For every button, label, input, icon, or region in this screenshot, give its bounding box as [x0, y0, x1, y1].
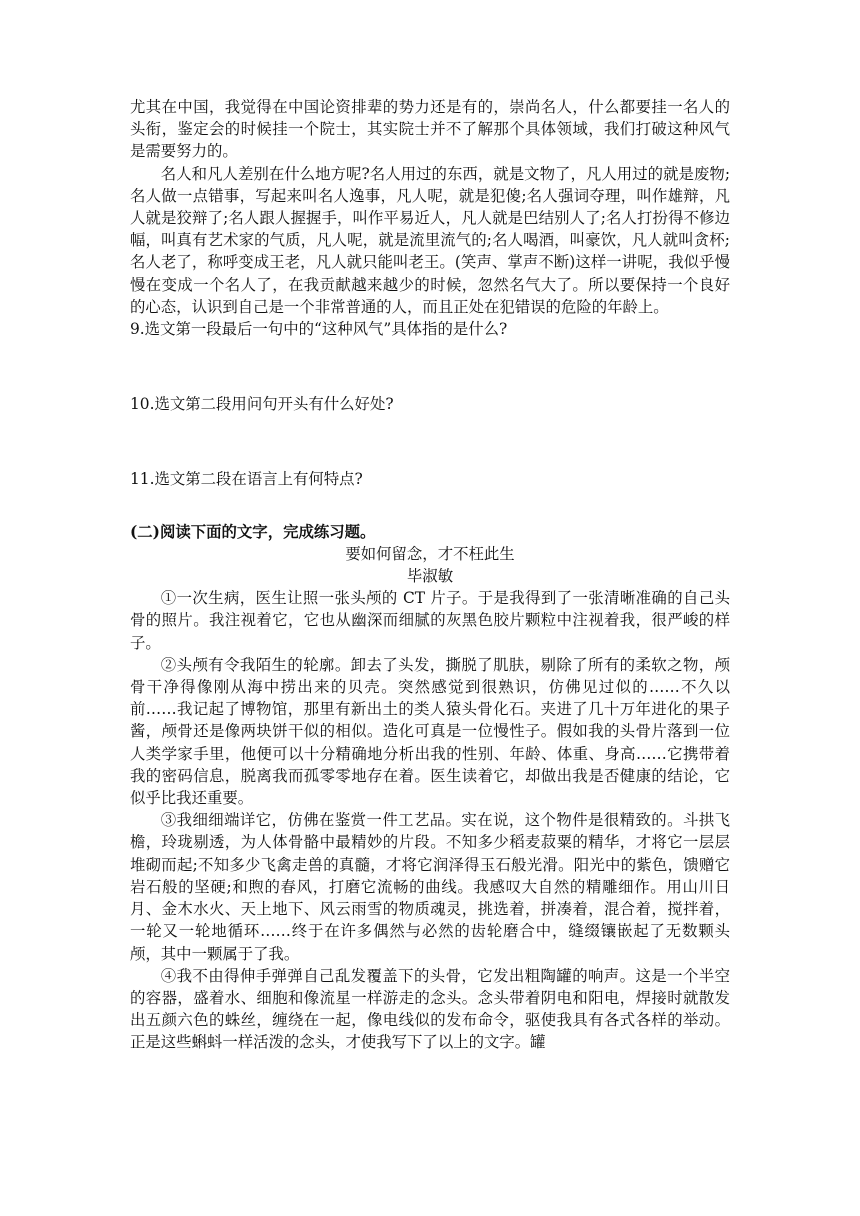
document-page	[130, 96, 730, 1054]
question-9: 9.选文第一段最后一句中的“这种风气”具体指的是什么?	[130, 320, 508, 339]
passage-paragraph-2: 名人和凡人差别在什么地方呢?名人用过的东西，就是文物了，凡人用过的就是废物;名人做一点错事，写起来叫名人逸事，凡人呢，就是犯傻;名人强词夺理，叫作雄辩，凡人就是狡辩了;名人跟人握握手，叫作平易近人，凡人就是巴结别人了;名人打扮得不修边幅，叫真有艺术家的气质，凡人呢，就是流里流气的;名人喝酒，叫豪饮，凡人就叫贪杯;名人老了，称呼变成王老，凡人就只能叫老王。(笑声、掌声不断)这样一讲呢，我似乎慢慢在变成一个名人了，在我贡献越来越少的时候，忽然名气大了。所以要保持一个良好的心态，认识到自己是一个非常普通的人，而且正处在犯错误的危险的年龄上。	[130, 164, 730, 316]
section-heading: (二)阅读下面的文字，完成练习题。	[130, 522, 376, 541]
answer-space-11	[130, 491, 730, 521]
article-author: 毕淑敏	[406, 567, 454, 586]
answer-space-9	[130, 340, 730, 393]
article-paragraph-2: ②头颅有令我陌生的轮廓。卸去了头发，撕脱了肌肤，剔除了所有的柔软之物，颅骨干净得像刚从海中捞出来的贝壳。突然感觉到很熟识，仿佛见过似的……不久以前……我记起了博物馆，那里有新出土的类人猿头骨化石。夹进了几十万年进化的果子酱，颅骨还是像两块饼干似的相似。造化可真是一位慢性子。假如我的头骨片落到一位人类学家手里，他便可以十分精确地分析出我的性别、年龄、体重、身高……它携带着我的密码信息，脱离我而孤零零地存在着。医生读着它，却做出我是否健康的结论，它似乎比我还重要。	[130, 655, 730, 808]
article-paragraph-1: ①一次生病，医生让照一张头颅的 CT 片子。于是我得到了一张清晰准确的自己头骨的照片。我注视着它，它也从幽深而细腻的灰黑色胶片颗粒中注视着我，很严峻的样子。	[130, 589, 730, 652]
passage-paragraph-1: 尤其在中国，我觉得在中国论资排辈的势力还是有的，崇尚名人，什么都要挂一名人的头衔，鉴定会的时候挂一个院士，其实院士并不了解那个具体领域，我们打破这种风气是需要努力的。	[130, 98, 730, 161]
question-11: 11.选文第二段在语言上有何特点?	[130, 470, 363, 489]
article-paragraph-3: ③我细细端详它，仿佛在鉴赏一件工艺品。实在说，这个物件是很精致的。斗拱飞檐，玲珑剔透，为人体骨骼中最精妙的片段。不知多少稻麦菽粟的精华，才将它一层层堆砌而起;不知多少飞禽走兽的真髓，才将它润泽得玉石般光滑。阳光中的紫色，馈赠它岩石般的坚硬;和煦的春风，打磨它流畅的曲线。我感叹大自然的精雕细作。用山川日月、金木水火、天上地下、风云雨雪的物质魂灵，挑选着，拼凑着，混合着，搅拌着，一轮又一轮地循环……终于在许多偶然与必然的齿轮磨合中，缝缀镶嵌起了无数颗头颅，其中一颗属于了我。	[130, 811, 730, 963]
question-10: 10.选文第二段用问句开头有什么好处?	[130, 395, 394, 414]
article-paragraph-4: ④我不由得伸手弹弹自己乱发覆盖下的头骨，它发出粗陶罐的响声。这是一个半空的容器，盛着水、细胞和像流星一样游走的念头。念头带着阴电和阳电，焊接时就散发出五颜六色的蛛丝，缠绕在一起，像电线似的发布命令，驱使我具有各式各样的举动。正是这些蝌蚪一样活泼的念头，才使我写下了以上的文字。罐	[130, 966, 730, 1052]
article-title: 要如何留念，才不枉此生	[345, 544, 515, 563]
answer-space-10	[130, 415, 730, 468]
